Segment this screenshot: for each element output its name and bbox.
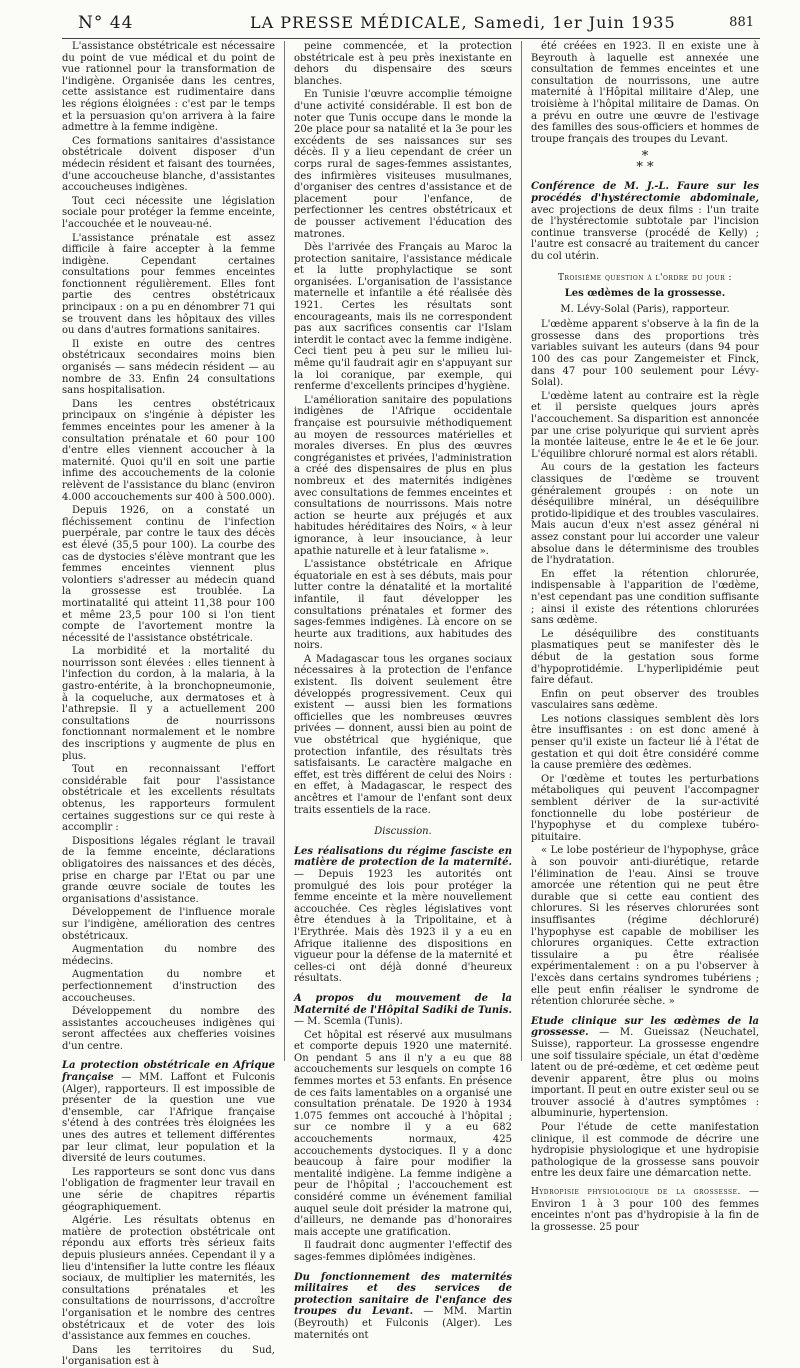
section-text: avec projections de deux films : l'un traite de l'hystérectomie subtotale par l'incision continue transverse (procédé de Kelly) ; l'autre est consacré au traitement du cancer du col utérin. — [531, 204, 759, 262]
col3-paragraphs-c — [531, 1122, 759, 1180]
paragraph: L'œdème latent au contraire est la règle et il persiste quelques jours après l'accouchement. Sa disparition est annoncée par une crise polyurique qui survient après la montée laiteuse, entre le 4e et le 6e jour. L'équilibre chloruré normal est alors rétabli. — [531, 390, 759, 460]
section-text: — Environ 1 à 3 pour 100 des femmes enceintes n'ont pas d'hydropisie à la fin de la grossesse. 25 pour — [531, 1186, 759, 1233]
paragraph: Dans les centres obstétricaux principaux on s'ingénie à dépister les femmes enceintes pour les amener à la consultation prénatale et 60 pour 100 d'entre elles viennent accoucher à la maternité. Quoi qu'il en soit une partie infime des accouchements de la colonie relèvent de l'assistance du blanc (environ 4.000 accouchements sur 400 à 500.000). — [62, 398, 275, 503]
paragraph: Depuis 1926, on a constaté un fléchissement continu de l'infection puerpérale, par contre le taux des décès est élevé (35,5 pour 100). La courbe des cas de dystocies s'élève montrant que les femmes enceintes viennent plus volontiers s'adresser au médecin quand la grossesse est troublée. La mortinatalité qui atteint 11,38 pour 100 et même 23,5 pour 100 si l'on tient compte de l'avortement montre la nécessité de l'assistance obstétricale. — [62, 505, 275, 644]
discussion-heading: Discussion. — [374, 826, 432, 838]
col1-paragraphs-b — [62, 1167, 275, 1368]
paragraph: Tout en reconnaissant l'effort considérable fait pour l'assistance obstétricale et les excellents résultats obtenus, les rapporteurs formulent certaines suggestions sur ce qui reste à accomplir : — [62, 764, 275, 834]
paragraph: Augmentation du nombre des médecins. — [62, 944, 275, 967]
paragraph: Il faudrait donc augmenter l'effectif des sages-femmes diplômées indigènes. — [294, 1240, 512, 1263]
section-afrique-francaise — [62, 1060, 275, 1164]
paragraph: L'assistance prénatale est assez difficile à faire accepter à la femme indigène. Cependant certaines consultations pour femmes enceintes fonctionnent régulièrement. Elles font partie des centres obstétricaux principaux : on a pu en dénombrer 71 qui se trouvent dans les hôpitaux des villes ou dans d'autres formations sanitaires. — [62, 232, 275, 337]
paragraph: Au cours de la gestation les facteurs classiques de l'œdème se trouvent généralement groupés : on note un déséquilibre minéral, un déséquilibre protido-lipidique et des troubles vasculaires. Mais aucun d'eux n'est assez général ni assez constant pour lui accorder une valeur absolue dans le déterminisme des troubles de l'hydratation. — [531, 462, 759, 567]
agenda-question: Troisième question à l'ordre du jour : — [557, 272, 733, 283]
paragraph: Ces formations sanitaires d'assistance obstétricale doivent disposer d'un médecin résident et faisant des tournées, d'une accoucheuse blanche, d'assistantes accoucheuses indigènes. — [62, 135, 275, 194]
paragraph: L'œdème apparent s'observe à la fin de la grossesse dans des proportions très variables suivant les auteurs (dans 94 pour 100 des cas pour Zangemeister et Finck, dans 47 pour 100 seulement pour Lévy-Solal). — [531, 319, 759, 389]
paragraph: Pour l'étude de cette manifestation clinique, il est commode de décrire une hydropisie physiologique et une hydropisie pathologique de la grossesse sans pouvoir entre les deux faire une démarcation nette. — [531, 1122, 759, 1180]
rapporteur-line: M. Lévy-Solal (Paris), rapporteur. — [560, 303, 730, 315]
section-fasciste — [294, 846, 512, 985]
paragraph: été créées en 1923. Il en existe une à Beyrouth à laquelle est annexée une consultation de femmes enceintes et une consultation de nourrissons, une autre maternité à l'Hôpital militaire d'Alep, une troisième à l'hôpital militaire de Damas. On a prévu en outre une œuvre de l'estivage des familles des sous-officiers et hommes de troupe français des troupes du Levant. — [531, 41, 759, 145]
paragraph: Dans les territoires du Sud, l'organisation est à — [62, 1344, 275, 1368]
column-divider — [284, 41, 285, 1061]
col3-paragraphs-b — [531, 319, 759, 1007]
section-separator-stars: * * * — [636, 149, 654, 176]
paragraph: Tout ceci nécessite une législation sociale pour protéger la femme enceinte, l'accouchée et le nouveau-né. — [62, 195, 275, 230]
section-title: La protection obstétricale en Afrique française — [62, 1060, 275, 1084]
section-text: — MM. Martin (Beyrouth) et Fulconis (Alger). Les maternités ont — [294, 1306, 512, 1341]
paragraph: Les rapporteurs se sont donc vus dans l'obligation de fragmenter leur travail en une série de chapitres répartis géographiquement. — [62, 1166, 275, 1213]
section-sadiki — [294, 993, 512, 1028]
paragraph: Dès l'arrivée des Français au Maroc la protection sanitaire, l'assistance médicale et la lutte prophylactique se sont organisées. L'organisation de l'assistance maternelle et infantile a été réalisée dès 1921. Certes les résultats sont encourageants, mais ils ne correspondent pas aux sacrifices consentis car l'Islam interdit le contact avec la femme indigène. Ceci tient peu à peu sur le milieu lui-même qu'il faudrait agir en s'appuyant sur la loi coranique, par exemple, qui renferme d'excellents principes d'hygiène. — [294, 242, 512, 393]
page-number: 881 — [729, 15, 754, 30]
section-levant — [294, 1272, 512, 1342]
section-title: Les réalisations du régime fasciste en matière de protection de la maternité. — [294, 845, 512, 869]
paragraph: En Tunisie l'œuvre accomplie témoigne d'une activité considérable. Il est bon de noter que Tunis occupe dans le monde la 20e place pour sa natalité et la 3e pour les excédents de ses naissances sur ses décès. Il y a lieu cependant de créer un corps rural de sages-femmes assistantes, des infirmières visiteuses musulmanes, d'organiser des centres d'assistance et de placement pour l'enfance, de perfectionner les centres obstétricaux et de pousser activement l'éducation des matrones. — [294, 89, 512, 240]
paragraph: La morbidité et la mortalité du nourrisson sont élevées : elles tiennent à l'infection du cordon, à la malaria, à la gastro-entérite, à la bronchopneumonie, à la coqueluche, aux dermatoses et à l'athrepsie. Il y a actuellement 200 consultations de nourrissons fonctionnant normalement et le nombre des inscriptions y augmente de plus en plus. — [62, 646, 275, 762]
col3-paragraphs — [531, 41, 759, 145]
paragraph: peine commencée, et la protection obstétricale est à peu près inexistante en dehors du dispensaire des sœurs blanches. — [294, 41, 512, 87]
paragraph: Cet hôpital est réservé aux musulmans et comporte depuis 1920 une maternité. On pendant 5 ans il n'y a eu que 88 accouchements sur lesquels on compte 16 femmes mortes et 53 enfants. En présence de ces faits lamentables on a organisé une consultation prénatale. De 1920 à 1934 1.075 femmes ont accouché à l'hôpital ; sur ce nombre il y a eu 682 accouchements normaux, 425 accouchements dystociques. Il y a donc beaucoup à faire pour modifier la mentalité indigène. La femme indigène a peur de l'hôpital ; l'accouchement est considéré comme un événement familial auquel seule doit présider la matrone qui, d'ailleurs, ne demande pas d'honoraires mais accepte une gratification. — [294, 1029, 512, 1238]
section-title: A propos du mouvement de la Maternité de l'Hôpital Sadiki de Tunis. — [294, 992, 512, 1016]
paragraph: L'assistance obstétricale est nécessaire du point de vue médical et du point de vue rationnel pour la transformation de l'indigène. Organisée dans les centres, cette assistance est rudimentaire dans les régions éloignées : c'est par le temps et la persuasion qu'on arrivera à la faire admettre à la femme indigène. — [62, 41, 275, 134]
section-title: Hydropisie physiologique de la grossesse. — [531, 1187, 741, 1198]
section-hydropisie — [531, 1186, 759, 1233]
section-text: — MM. Laffont et Fulconis (Alger), rapporteurs. Il est impossible de présenter de la question une vue d'ensemble, car l'Afrique française s'étend à des contrées très éloignées les unes des autres et tellement différentes par leur climat, leur population et la diversité de leurs coutumes. — [62, 1072, 275, 1165]
paragraph: Développement de l'influence morale sur l'indigène, amélioration des centres obstétricaux. — [62, 907, 275, 942]
page-header — [60, 13, 760, 37]
journal-title: LA PRESSE MÉDICALE, Samedi, 1er Juin 1935 — [250, 13, 676, 32]
paragraph: Enfin on peut observer des troubles vasculaires sans œdème. — [531, 688, 759, 712]
paragraph: Algérie. Les résultats obtenus en matière de protection obstétricale ont répondu aux efforts très sérieux faits depuis plusieurs années. Cependant il y a lieu d'intensifier la lutte contre les fléaux sociaux, de multiplier les maternités, les consultations prénatales et les consultations de nourrissons, d'accroître l'organisation et le nombre des centres obstétricaux et de voter des lois d'assistance aux femmes en couches. — [62, 1215, 275, 1343]
section-author: — M. Scemla (Tunis). — [294, 1016, 403, 1028]
paragraph: Il existe en outre des centres obstétricaux secondaires moins bien organisés — sans médecin résident — au nombre de 33. Enfin 24 consultations sans hospitalisation. — [62, 338, 275, 397]
paragraph: Développement du nombre des assistantes accoucheuses indigènes qui seront affectées aux chefferies voisines d'un centre. — [62, 1006, 275, 1052]
paragraph: « Le lobe postérieur de l'hypophyse, grâce à son pouvoir anti-diurétique, retarde l'élimination de l'eau. Ainsi se trouve amorcée une rétention qui ne peut être durable que si cette eau contient des chlorures. Si les réserves chlorurées sont insuffisantes (régime déchloruré) l'hypophyse est capable de mobiliser les chlorures organiques. Cette extraction tissulaire a pu être réalisée expérimentalement : on a pu l'observer à l'excès dans certains syndromes tubériens ; elle peut enfin réaliser le syndrome de rétention chlorurée sèche. » — [531, 845, 759, 1008]
paragraph: En effet la rétention chlorurée, indispensable à l'apparition de l'œdème, n'est cependant pas une condition suffisante ; ainsi il existe des rétentions chlorurées sans œdème. — [531, 568, 759, 627]
section-title: Du fonctionnement des maternités militaires et des services de protection sanitaire de l'enfance des troupes du Levant. — [294, 1271, 512, 1318]
topic-heading: Les œdèmes de la grossesse. — [564, 288, 726, 300]
column-divider — [521, 41, 522, 1061]
col1-paragraphs — [62, 41, 275, 1052]
col2-paragraphs-b — [294, 1030, 512, 1264]
section-text: — M. Gueissaz (Neuchatel, Suisse), rapporteur. La grossesse engendre une soif tissulaire spéciale, un état d'œdème latent ou de pré-œdème, et cet œdème peut devenir apparent, être plus ou moins important. Il peut en outre exister seul ou se trouver associé à d'autres symptômes : albuminurie, hypertension. — [531, 1027, 759, 1120]
paragraph: Augmentation du nombre et perfectionnement d'instruction des accoucheuses. — [62, 969, 275, 1004]
paragraph: A Madagascar tous les organes sociaux nécessaires à la protection de l'enfance existent. Ils doivent seulement être développés progressivement. Ceux qui existent — aussi bien les formations officielles que les nombreuses œuvres privées — donnent, aussi bien au point de vue obstétrical que hygiénique, que protection infantile, des résultats très satisfaisants. Le caractère malgache en effet, est très différent de celui des Noirs : en effet, à Madagascar, le respect des ancêtres et l'amour de l'enfant sont deux traits essentiels de la race. — [294, 653, 512, 816]
column-3 — [531, 41, 759, 1233]
section-conference — [531, 181, 759, 262]
column-1 — [62, 41, 275, 1368]
paragraph: Dispositions légales réglant le travail de la femme enceinte, déclarations obligatoires des naissances et des décès, prise en charge par l'Etat ou par une grande œuvre sociale de toutes les organisations d'assistance. — [62, 835, 275, 905]
section-title: Conférence de M. J.-L. Faure sur les procédés d'hystérectomie abdominale, — [531, 181, 759, 204]
paragraph: L'amélioration sanitaire des populations indigènes de l'Afrique occidentale française est poursuivie méthodiquement au moyen de ressources matérielles et morales diverses. En plus des œuvres congréganistes et privées, l'administration a créé des dispensaires de plus en plus nombreux et des maternités indigènes avec consultations de femmes enceintes et consultations de nourrissons. Mais notre action se heurte aux préjugés et aux habitudes héréditaires des Noirs, « à leur ignorance, à leur insouciance, à leur apathie naturelle et à leur fatalisme ». — [294, 394, 512, 557]
section-text: — Depuis 1923 les autorités ont promulgué des lois pour protéger la femme enceinte et la mère nouvellement accouchée. Ces règles législatives vont être étendues à la Tripolitaine, et à l'Erythrée. Mais dès 1923 il y a eu en Afrique italienne des dispositions en vigueur pour la défense de la maternité et celles-ci ont déjà donné d'heureux résultats. — [294, 868, 512, 985]
section-title: Etude clinique sur les œdèmes de la grossesse. — [531, 1015, 759, 1039]
paragraph: Or l'œdème et toutes les perturbations métaboliques qui peuvent l'accompagner semblent dériver de la sur-activité fonctionnelle du lobe postérieur de l'hypophyse et du complexe tubéro-pituitaire. — [531, 773, 759, 843]
paragraph: L'assistance obstétricale en Afrique équatoriale en est à ses débuts, mais pour lutter contre la dénatalité et la mortalité infantile, il faut développer les consultations prénatales et former des sages-femmes indigènes. Là encore on se heurte aux traditions, aux habitudes des noirs. — [294, 559, 512, 652]
col2-paragraphs — [294, 41, 512, 816]
paragraph: Le déséquilibre des constituants plasmatiques peut se manifester dès le début de la gestation sous forme d'hypoprotidémie. L'hyperlipidémie peut faire défaut. — [531, 628, 759, 687]
section-etude-clinique — [531, 1016, 759, 1120]
header-rule — [62, 38, 760, 39]
page-number-label: N° 44 — [78, 13, 134, 33]
paragraph: Les notions classiques semblent dès lors être insuffisantes : on est donc amené à penser qu'il existe un facteur lié à l'état de gestation et qui doit être considéré comme la cause première des œdèmes. — [531, 713, 759, 772]
column-2 — [294, 41, 512, 1341]
